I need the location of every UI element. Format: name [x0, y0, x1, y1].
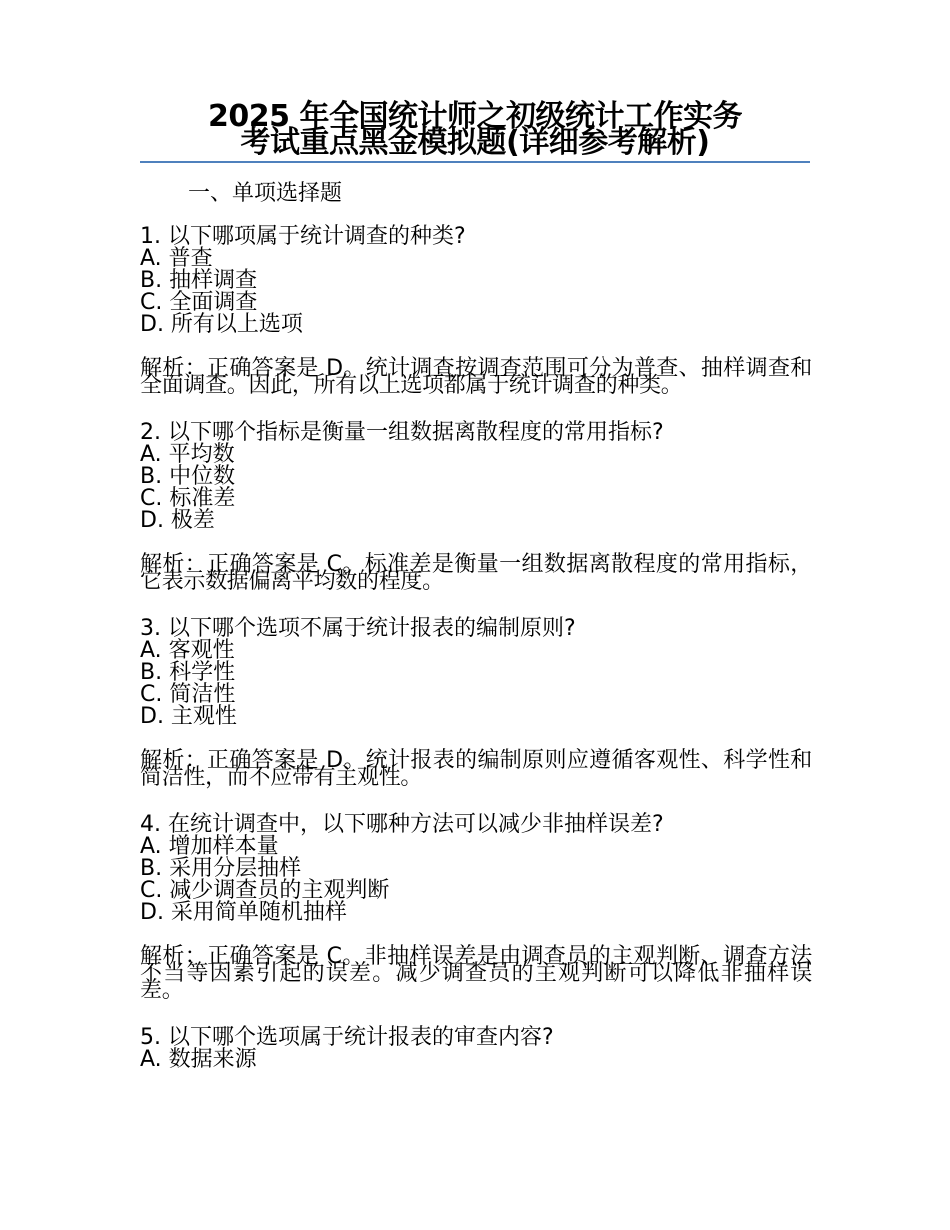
question-2: [140, 420, 812, 594]
question-stem: 3. 以下哪个选项不属于统计报表的编制原则?: [140, 616, 576, 641]
option-d: D. 主观性: [140, 704, 237, 729]
title-underline: [140, 161, 810, 163]
option-c: C. 全面调查: [140, 290, 258, 315]
document-title: [140, 99, 810, 160]
option-a: A. 普查: [140, 246, 213, 271]
title-line-2: 考试重点黑金模拟题(详细参考解析): [240, 125, 710, 160]
option-d: D. 采用简单随机抽样: [140, 900, 347, 925]
option-c: C. 减少调查员的主观判断: [140, 878, 390, 903]
question-analysis: 解析：正确答案是 D。统计调查按调查范围可分为普查、抽样调查和全面调查。因此，所有以上选项都属于统计调查的种类。: [140, 356, 812, 398]
question-stem: 5. 以下哪个选项属于统计报表的审查内容?: [140, 1025, 554, 1050]
option-a: A. 增加样本量: [140, 834, 279, 859]
question-list: [140, 226, 812, 1083]
section-heading: 一、单项选择题: [188, 181, 343, 206]
question-stem: 1. 以下哪项属于统计调查的种类?: [140, 224, 466, 249]
question-3: [140, 616, 812, 790]
option-d: D. 所有以上选项: [140, 312, 303, 337]
question-analysis: 解析：正确答案是 C。标准差是衡量一组数据离散程度的常用指标，它表示数据偏离平均数的程度。: [140, 552, 812, 594]
question-analysis: 解析：正确答案是 D。统计报表的编制原则应遵循客观性、科学性和简洁性，而不应带有主观性。: [140, 748, 812, 790]
option-b: B. 抽样调查: [140, 268, 258, 293]
question-analysis: 解析：正确答案是 C。非抽样误差是由调查员的主观判断、调查方法不当等因素引起的误差。减少调查员的主观判断可以降低非抽样误差。: [140, 944, 812, 1003]
option-c: C. 标准差: [140, 486, 236, 511]
option-a: A. 平均数: [140, 442, 235, 467]
option-d: D. 极差: [140, 508, 215, 533]
question-stem: 2. 以下哪个指标是衡量一组数据离散程度的常用指标?: [140, 420, 664, 445]
title-line-1: 2025 年全国统计师之初级统计工作实务: [208, 99, 742, 134]
option-b: B. 科学性: [140, 660, 236, 685]
option-b: B. 采用分层抽样: [140, 856, 302, 881]
question-1: [140, 224, 812, 398]
question-5: [140, 1027, 812, 1071]
option-a: A. 数据来源: [140, 1047, 257, 1072]
question-4: [140, 812, 812, 1003]
option-c: C. 简洁性: [140, 682, 236, 707]
question-stem: 4. 在统计调查中，以下哪种方法可以减少非抽样误差?: [140, 812, 664, 837]
option-a: A. 客观性: [140, 638, 235, 663]
option-b: B. 中位数: [140, 464, 236, 489]
